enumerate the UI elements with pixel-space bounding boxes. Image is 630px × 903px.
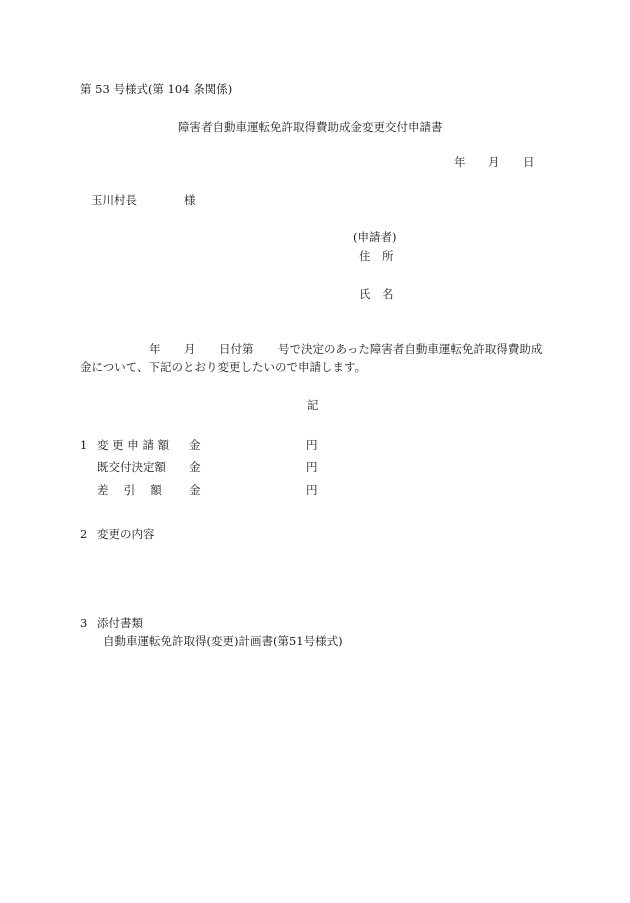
- body-year: 年: [149, 342, 161, 356]
- amount-kin: 金: [189, 438, 201, 452]
- document-title: 障害者自動車運転免許取得費助成金変更交付申請書: [178, 120, 443, 134]
- date-year: 年: [454, 155, 466, 169]
- amount-label: 既交付決定額: [97, 460, 166, 474]
- section-2-label: 変更の内容: [97, 527, 155, 541]
- body-date-no: 日付第: [219, 342, 254, 356]
- amount-yen: 円: [306, 438, 318, 452]
- amount-yen: 円: [306, 460, 318, 474]
- amount-kin: 金: [189, 460, 201, 474]
- addressee-name: 玉川村長: [91, 193, 137, 207]
- amount-yen: 円: [306, 483, 318, 497]
- section-2-number: 2: [80, 527, 88, 541]
- body-line2: 金について、下記のとおり変更したいので申請します。: [80, 360, 367, 374]
- name-label: 氏 名: [359, 287, 394, 301]
- applicant-heading: (申請者): [353, 230, 397, 244]
- body-month: 月: [184, 342, 196, 356]
- amount-kin: 金: [189, 483, 201, 497]
- addressee-honorific: 様: [184, 193, 196, 207]
- section-3-label: 添付書類: [97, 616, 143, 630]
- form-number: 第 53 号様式(第 104 条関係): [80, 82, 233, 96]
- address-label: 住 所: [359, 249, 394, 263]
- body-line1-rest: 号で決定のあった障害者自動車運転免許取得費助成: [278, 342, 543, 356]
- amount-label: 変 更 申 請 額: [97, 438, 170, 452]
- date-day: 日: [523, 155, 535, 169]
- section-3-number: 3: [80, 616, 88, 630]
- date-month: 月: [488, 155, 500, 169]
- amount-label: 差 引 額: [97, 483, 162, 497]
- attachment-item: 自動車運転免許取得(変更)計画書(第51号様式): [103, 634, 343, 648]
- section-1-number: 1: [80, 438, 88, 452]
- ki-heading: 記: [307, 398, 319, 412]
